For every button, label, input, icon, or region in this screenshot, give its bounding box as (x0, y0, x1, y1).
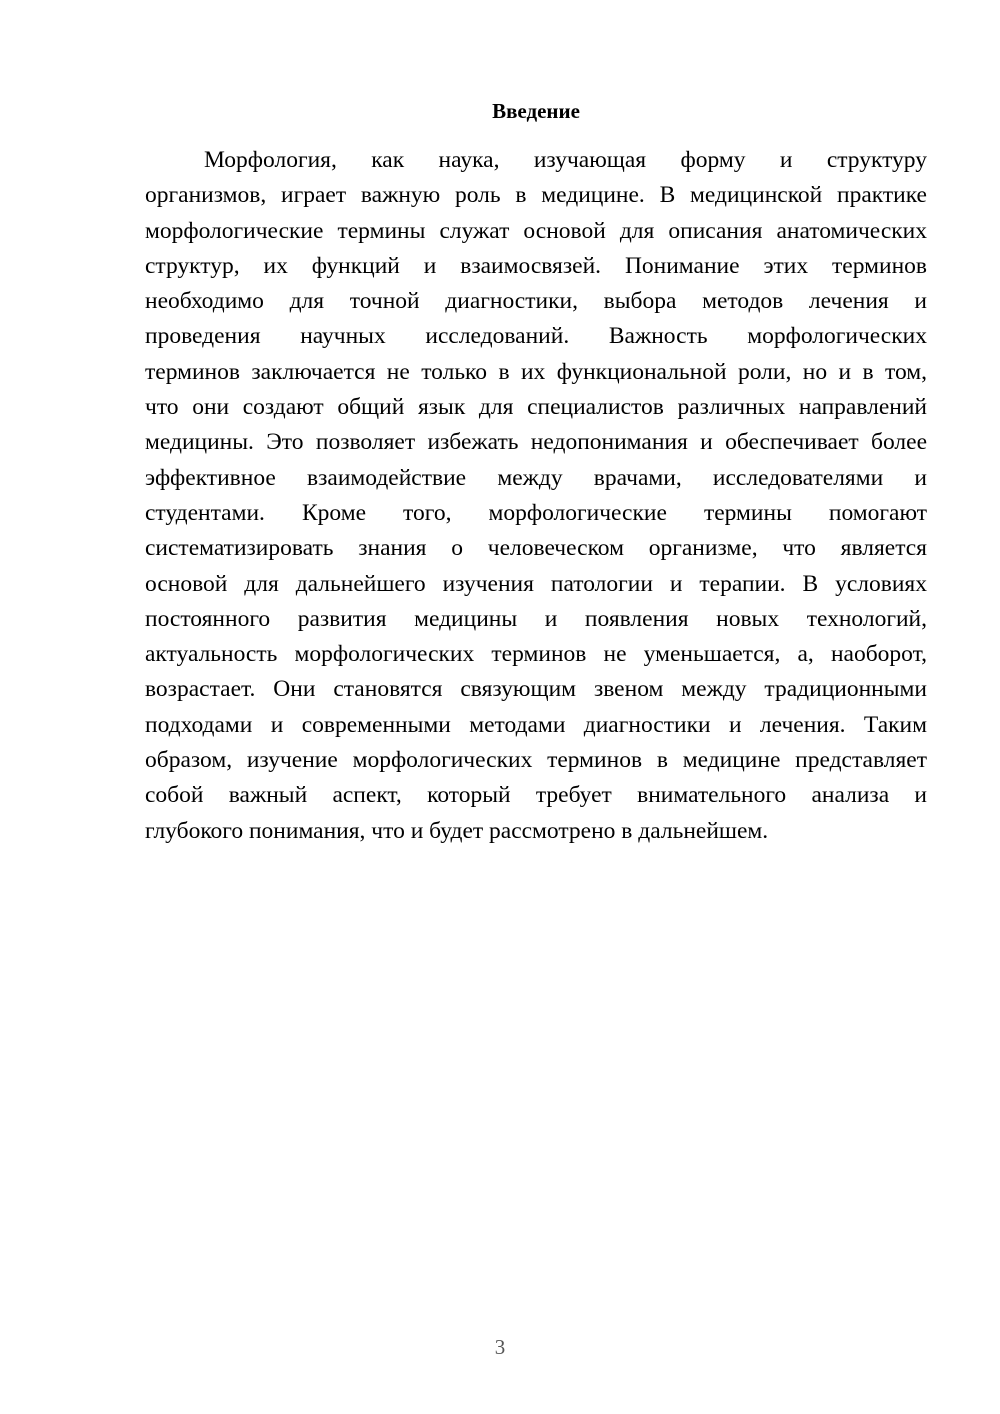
paragraph-line: Морфология, как наука, изучающая форму и структуру (204, 147, 927, 173)
introduction-paragraph (145, 143, 927, 849)
section-heading: Введение (492, 99, 580, 123)
paragraph-line: глубокого понимания, что и будет рассмотрено в дальнейшем. (145, 817, 769, 844)
paragraph-line: структур, их функций и взаимосвязей. Понимание этих терминов (145, 252, 927, 279)
paragraph-line: подходами и современными методами диагностики и лечения. Таким (145, 711, 927, 738)
paragraph-line: основой для дальнейшего изучения патологии и терапии. В условиях (145, 570, 927, 597)
paragraph-line: студентами. Кроме того, морфологические термины помогают (145, 499, 927, 526)
paragraph-line: систематизировать знания о человеческом организме, что является (145, 535, 927, 562)
paragraph-line: эффективное взаимодействие между врачами, исследователями и (145, 464, 927, 491)
paragraph-line: что они создают общий язык для специалистов различных направлений (145, 394, 927, 421)
paragraph-line: необходимо для точной диагностики, выбора методов лечения и (145, 288, 927, 315)
paragraph-line: медицины. Это позволяет избежать недопонимания и обеспечивает более (145, 429, 927, 456)
page-number: 3 (494, 1335, 506, 1359)
paragraph-line: морфологические термины служат основой для описания анатомических (145, 217, 927, 244)
paragraph-line: собой важный аспект, который требует внимательного анализа и (145, 782, 927, 809)
paragraph-line: постоянного развития медицины и появления новых технологий, (145, 605, 927, 632)
paragraph-line: проведения научных исследований. Важность морфологических (145, 323, 927, 350)
paragraph-line: актуальность морфологических терминов не уменьшается, а, наоборот, (145, 641, 927, 668)
paragraph-line: возрастает. Они становятся связующим звеном между традиционными (145, 676, 927, 703)
paragraph-line: образом, изучение морфологических терминов в медицине представляет (145, 747, 927, 774)
paragraph-line: организмов, играет важную роль в медицине. В медицинской практике (145, 182, 927, 209)
paragraph-line: терминов заключается не только в их функциональной роли, но и в том, (145, 358, 927, 385)
